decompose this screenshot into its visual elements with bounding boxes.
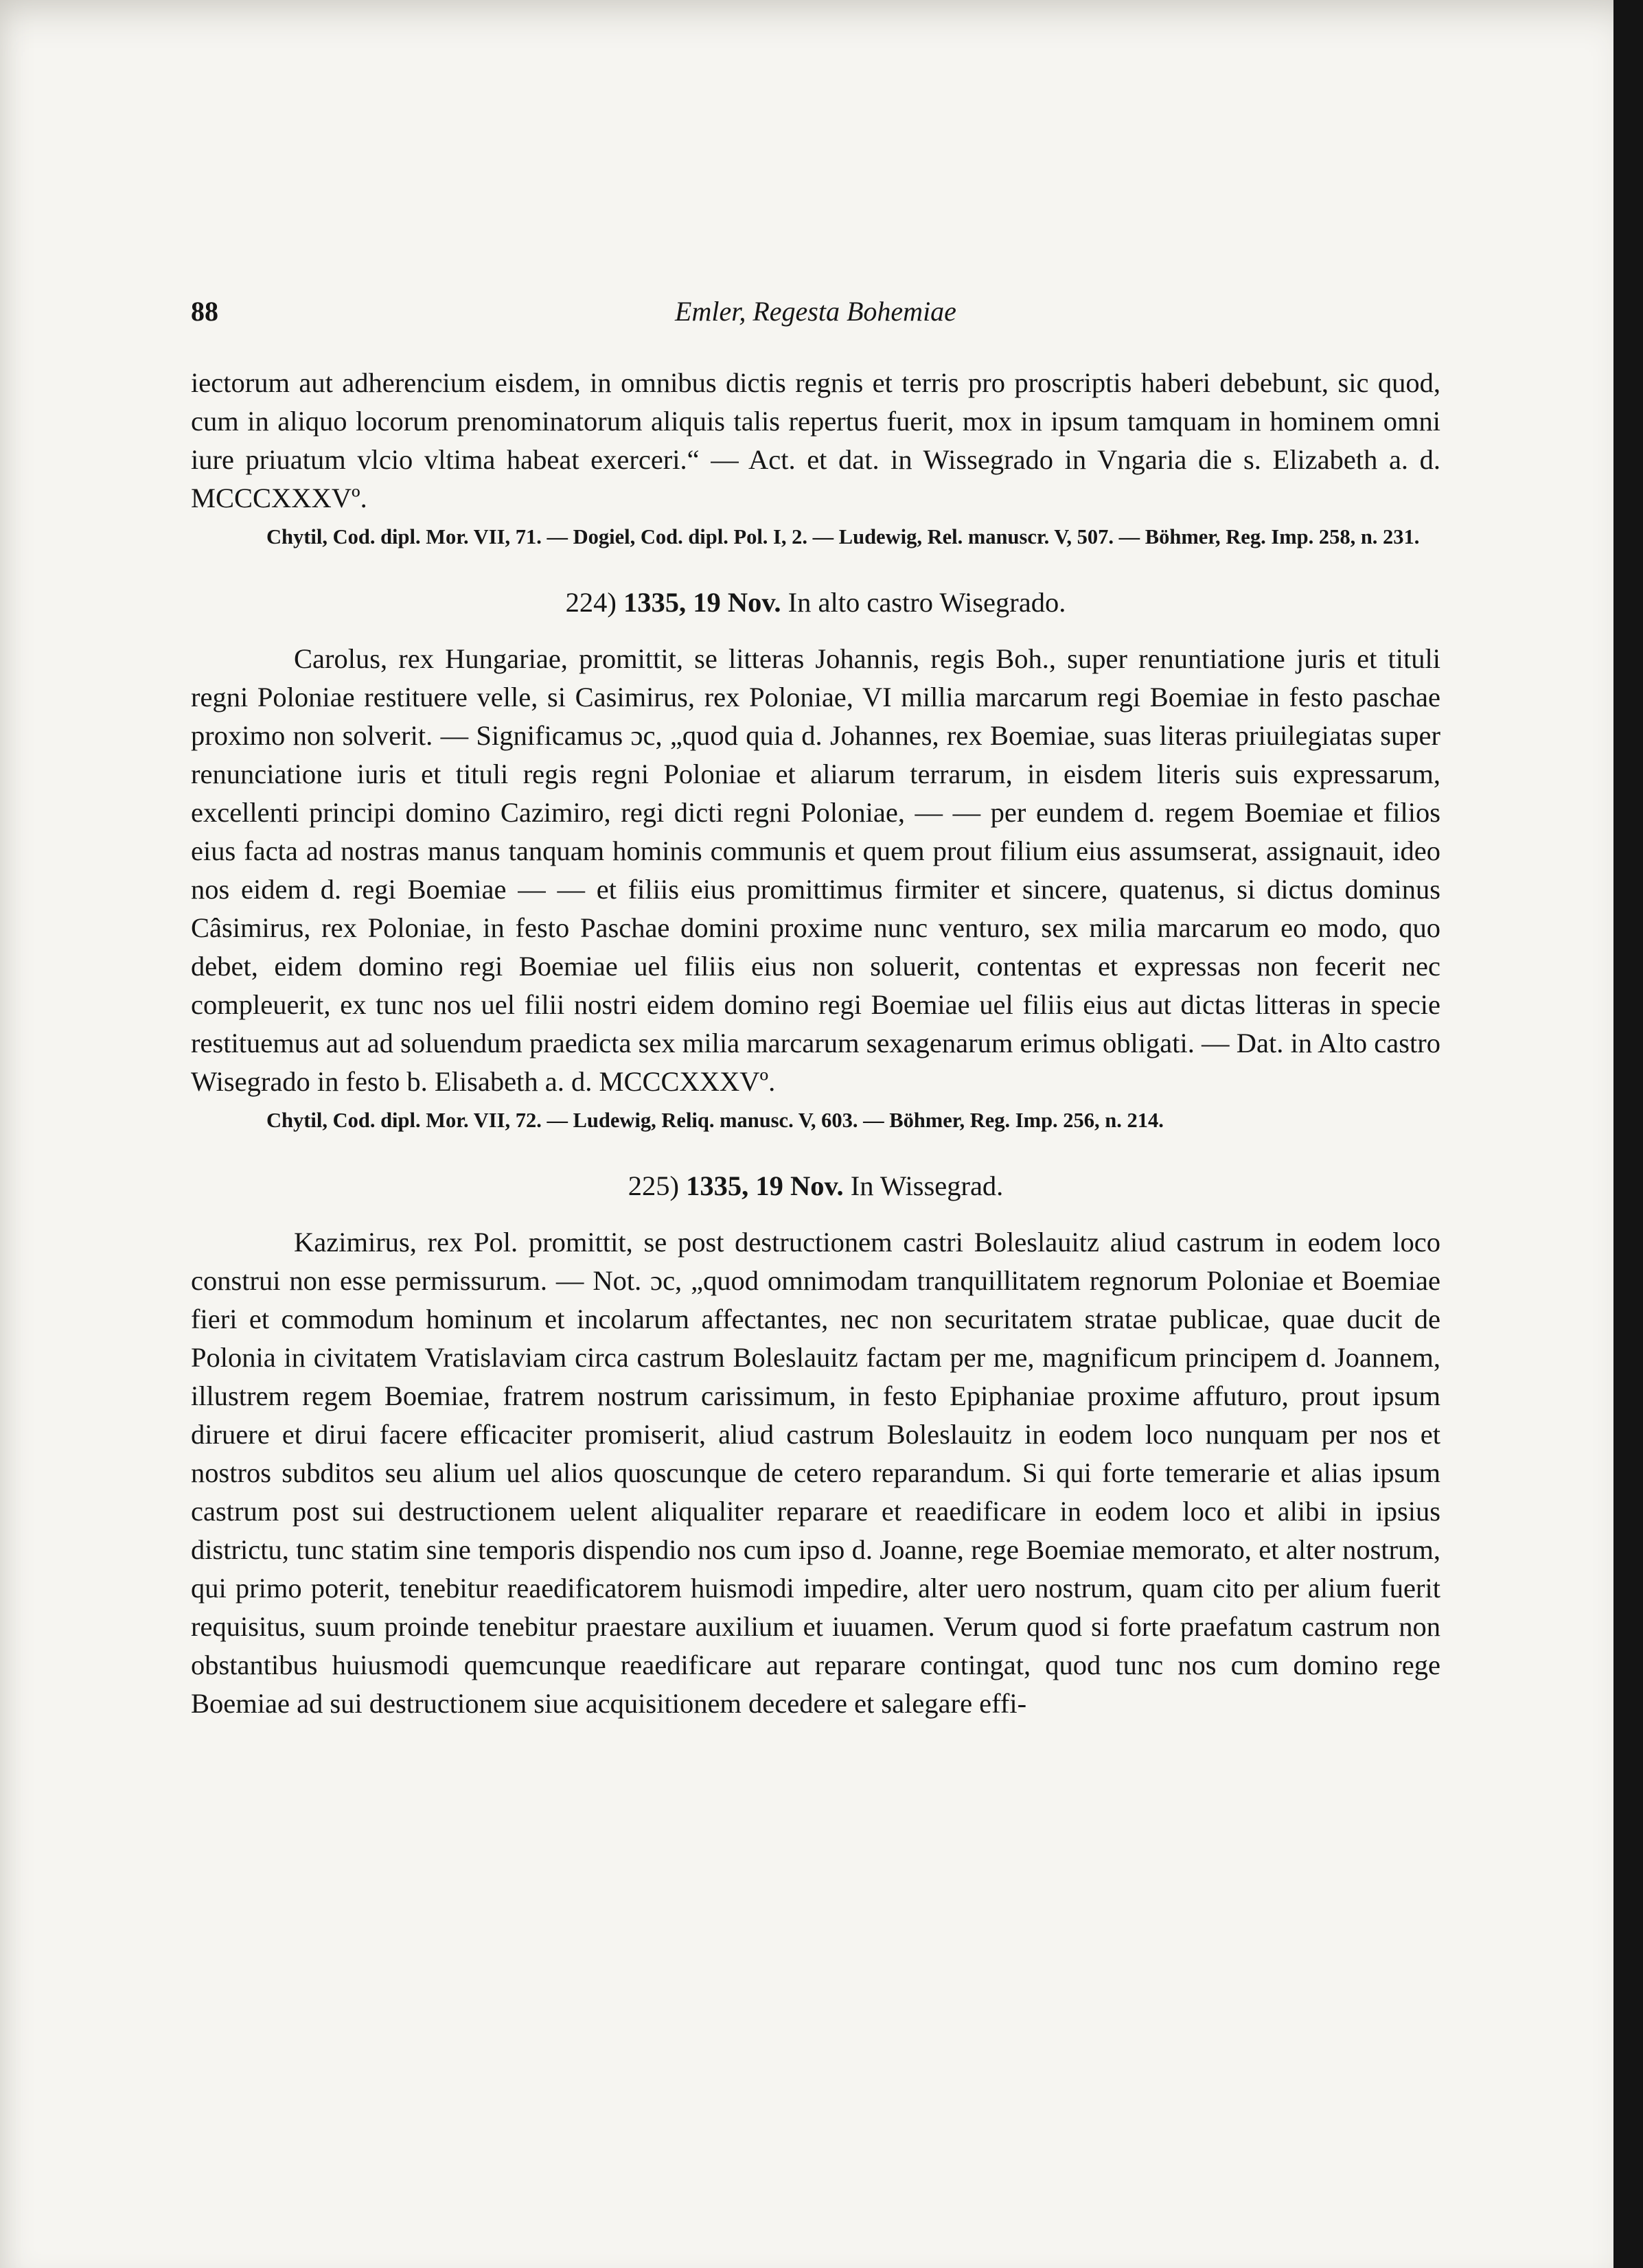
- page-header: [191, 288, 1440, 336]
- entry-place: In alto castro Wisegrado.: [788, 587, 1066, 618]
- continuation-text: iectorum aut adherencium eisdem, in omnibus dictis regnis et terris pro proscriptis haberi debebunt, sic quod, cum in aliquo locorum prenominatorum aliquis talis repertus fuerit, mox in ipsum tamquam in hominem omni iure priuatum vlcio vltima habeat exerceri.“ — Act. et dat. in Wissegrado in Vngaria die s. Elizabeth a. d. MCCCXXXVº.: [191, 367, 1440, 513]
- entry-225-text: Kazimirus, rex Pol. promittit, se post destructionem castri Boleslauitz aliud castrum in eodem loco construi non esse permissurum. — Not. ɔc, „quod omnimodam tranquillitatem regnorum Poloniae et Boemiae fieri et commodum hominum et incolarum affectantes, nec non securitatem stratae publicae, quae ducit de Polonia in civitatem Vratislaviam circa castrum Boleslauitz factam per me, magnificum principem d. Joannem, illustrem regem Boemiae, fratrem nostrum carissimum, in festo Epiphaniae proxime affuturo, prout ipsum diruere et dirui facere efficaciter promiserit, aliud castrum Boleslauitz in eodem loco nunquam per nos et nostros subditos seu alium uel alios quoscunque de cetero reparandum. Si qui forte temerarie et alias ipsum castrum post sui destructionem uelent aliqualiter reparare et reaedificare in eodem loco et alibi in ipsius districtu, tunc statim sine temporis dispendio nos cum ipso d. Joanne, rege Boemiae memorato, et alter nostrum, qui primo poterit, tenebitur reaedificatorem huismodi impedire, alter uero nostrum, quam cito per alium fuerit requisitus, suum proinde tenebitur praestare auxilium et iuuamen. Verum quod si forte praefatum castrum non obstantibus huiusmodi quemcunque reaedificare aut reparare contingat, quod tunc nos cum domino rege Boemiae ad sui destructionem siue acquisitionem decedere et salegare effi-: [191, 1227, 1440, 1719]
- entry-date: 1335, 19 Nov.: [686, 1170, 844, 1201]
- entry-224-text: Carolus, rex Hungariae, promittit, se litteras Johannis, regis Boh., super renuntiatione juris et tituli regni Poloniae restituere velle, si Casimirus, rex Poloniae, VI millia marcarum regi Boemiae in festo paschae proximo non solverit. — Significamus ɔc, „quod quia d. Johannes, rex Boemiae, suas literas priuilegiatas super renunciatione iuris et tituli regis regni Poloniae et aliarum terrarum, in eisdem literis suis expressarum, excellenti principi domino Cazimiro, regi dicti regni Poloniae, — — per eundem d. regem Boemiae et filios eius facta ad nostras manus tanquam hominis communis et quem prout filium eius assumserat, assignauit, ideo nos eidem d. regi Boemiae — — et filiis eius promittimus firmiter et sincere, quatenus, si dictus dominus Câsimirus, rex Poloniae, in festo Paschae domini proxime nunc venturo, sex milia marcarum eo modo, quo debet, eidem domino regi Boemiae uel filiis eius non soluerit, contentas et expressas non fecerit nec compleuerit, ex tunc nos uel filii nostri eidem domino regi Boemiae uel filiis eius aut dictas litteras in specie restituemus aut ad soluendum praedicta sex milia marcarum sexagenarum erimus obligati. — Dat. in Alto castro Wisegrado in festo b. Elisabeth a. d. MCCCXXXVº.: [191, 643, 1440, 1097]
- continuation-citation: Chytil, Cod. dipl. Mor. VII, 71. — Dogiel, Cod. dipl. Pol. I, 2. — Ludewig, Rel. manuscr. V, 507. — Böhmer, Reg. Imp. 258, n. 231.: [266, 525, 1420, 548]
- entry-number: 225): [628, 1170, 679, 1201]
- entry-225-heading: [191, 1167, 1440, 1205]
- entry-number: 224): [565, 587, 617, 618]
- entry-place: In Wissegrad.: [850, 1170, 1004, 1201]
- content: [191, 288, 1440, 1723]
- entry-date: 1335, 19 Nov.: [623, 587, 781, 618]
- scan-edge: [1613, 0, 1643, 2268]
- entry-224-citation: Chytil, Cod. dipl. Mor. VII, 72. — Ludewig, Reliq. manusc. V, 603. — Böhmer, Reg. Imp. 256, n. 214.: [266, 1109, 1164, 1132]
- page-number: 88: [191, 296, 218, 327]
- entry-224-heading: [191, 583, 1440, 622]
- running-title: Emler, Regesta Bohemiae: [675, 296, 956, 327]
